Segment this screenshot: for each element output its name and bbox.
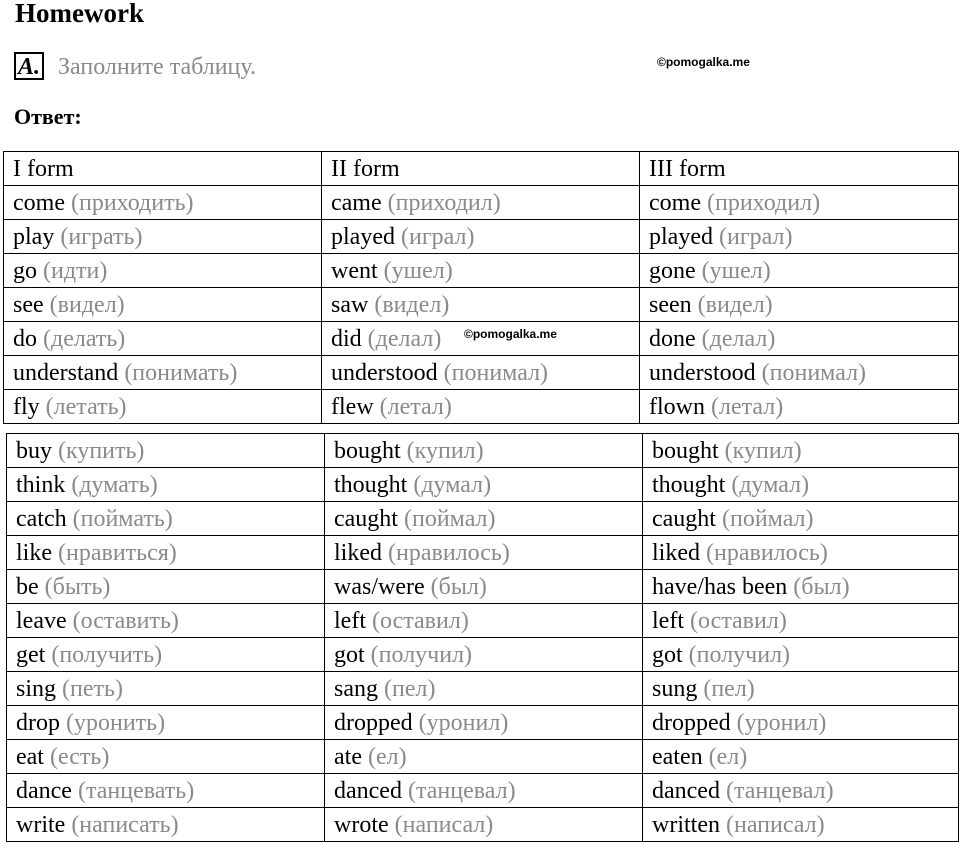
russian-translation: (петь) [62,675,123,702]
english-verb: left [652,607,684,634]
table-cell [325,468,643,502]
english-verb: liked [652,539,700,566]
russian-translation: (оставить) [72,607,179,634]
table-cell [643,706,959,740]
english-verb: write [16,811,66,838]
table-cell [7,536,325,570]
russian-translation: (нравиться) [58,539,177,566]
english-verb: understood [331,359,438,386]
english-verb: play [13,223,55,250]
table-header-row [4,152,959,186]
english-verb: came [331,189,382,216]
table-cell [4,390,322,424]
table-cell [640,356,959,390]
russian-translation: (играл) [400,223,475,250]
english-verb: eaten [652,743,703,770]
russian-translation: (думал) [731,471,810,498]
watermark: ©pomogalka.me [657,55,750,69]
english-verb: seen [649,291,692,318]
table-cell [325,672,643,706]
table-row [7,502,959,536]
answer-label: Ответ: [14,104,82,129]
russian-translation: (видел) [49,291,125,318]
english-verb: sung [652,675,698,702]
english-verb: come [649,189,701,216]
english-verb: dropped [334,709,413,736]
table-row [4,288,959,322]
english-verb: understand [13,359,119,386]
russian-translation: (идти) [43,257,108,284]
english-verb: drop [16,709,60,736]
russian-translation: (написал) [725,811,825,838]
russian-translation: (уронил) [736,709,827,736]
russian-translation: (летал) [711,393,784,420]
table-cell [325,570,643,604]
table-cell [643,604,959,638]
table-cell [4,356,322,390]
russian-translation: (играть) [60,223,143,250]
russian-translation: (видел) [697,291,773,318]
table-cell [322,254,640,288]
table-row [4,186,959,220]
russian-translation: (делал) [367,325,442,352]
russian-translation: (поймал) [403,505,496,532]
russian-translation: (поймал) [721,505,814,532]
english-verb: got [334,641,365,668]
english-verb: buy [16,437,52,464]
table-cell [643,672,959,706]
table-cell [643,570,959,604]
table-row [4,390,959,424]
russian-translation: (летал) [379,393,452,420]
table-row [4,254,959,288]
table-cell [4,322,322,356]
russian-translation: (нравилось) [388,539,510,566]
english-verb: played [331,223,395,250]
english-verb: flew [331,393,374,420]
english-verb: do [13,325,37,352]
english-verb: ate [334,743,362,770]
table-cell [640,322,959,356]
english-verb: played [649,223,713,250]
english-verb: come [13,189,65,216]
table-cell [325,502,643,536]
english-verb: done [649,325,696,352]
table-cell [4,186,322,220]
table-row [7,434,959,468]
russian-translation: (пел) [384,675,436,702]
table-row [7,774,959,808]
russian-translation: (поймать) [72,505,173,532]
english-verb: caught [334,505,398,532]
english-verb: understood [649,359,756,386]
task-instruction: Заполните таблицу. [58,54,256,80]
russian-translation: (ушел) [383,257,453,284]
english-verb: saw [331,291,369,318]
table-cell [325,740,643,774]
russian-translation: (нравилось) [706,539,828,566]
english-verb: go [13,257,37,284]
english-verb: sing [16,675,57,702]
table-cell [640,220,959,254]
english-verb: wrote [334,811,389,838]
russian-translation: (понимать) [124,359,238,386]
table-cell [643,740,959,774]
russian-translation: (ел) [367,743,407,770]
english-verb: gone [649,257,696,284]
table-cell [7,774,325,808]
russian-translation: (приходил) [706,189,821,216]
table-cell [7,502,325,536]
table-cell [325,604,643,638]
english-verb: think [16,471,66,498]
table-row [7,536,959,570]
russian-translation: (оставил) [371,607,469,634]
english-verb: left [334,607,366,634]
english-verb: danced [652,777,720,804]
english-verb: got [652,641,683,668]
russian-translation: (получить) [51,641,163,668]
english-verb: see [13,291,44,318]
table-cell [7,740,325,774]
english-verb: catch [16,505,67,532]
table-cell [322,390,640,424]
english-verb: caught [652,505,716,532]
english-verb: did [331,325,362,352]
table-cell [7,672,325,706]
table-cell [643,468,959,502]
table-cell [322,220,640,254]
table-cell [640,186,959,220]
english-verb: bought [334,437,401,464]
table-cell [643,808,959,842]
table-cell [325,774,643,808]
english-verb: danced [334,777,402,804]
table-cell [643,638,959,672]
russian-translation: (думать) [71,471,158,498]
table-cell [643,774,959,808]
page-title: Homework [15,0,144,28]
table-cell [7,468,325,502]
russian-translation: (понимал) [443,359,549,386]
russian-translation: (видел) [374,291,450,318]
table-row [4,356,959,390]
table-cell [643,434,959,468]
table-cell [7,638,325,672]
english-verb: written [652,811,720,838]
russian-translation: (приходил) [387,189,501,216]
russian-translation: (танцевать) [77,777,195,804]
table-cell [7,570,325,604]
table-cell [325,808,643,842]
watermark-overlay: ©pomogalka.me [464,327,557,341]
table-cell [7,808,325,842]
english-verb: like [16,539,52,566]
table-cell [325,638,643,672]
table-row [7,706,959,740]
english-verb: thought [334,471,408,498]
russian-translation: (понимал) [761,359,867,386]
english-verb: was/were [334,573,425,600]
table-row [7,808,959,842]
table-row [4,220,959,254]
table-row [7,638,959,672]
english-verb: be [16,573,39,600]
english-verb: get [16,641,46,668]
russian-translation: (есть) [49,743,110,770]
english-verb: thought [652,471,726,498]
english-verb: sang [334,675,378,702]
russian-translation: (получил) [688,641,791,668]
column-header: II form [322,152,640,186]
verb-forms-table-1 [3,151,959,424]
russian-translation: (приходить) [70,189,194,216]
english-verb: went [331,257,378,284]
english-verb: bought [652,437,719,464]
table-cell [7,434,325,468]
russian-translation: (ел) [708,743,748,770]
russian-translation: (написать) [71,811,179,838]
russian-translation: (танцевал) [725,777,834,804]
russian-translation: (летать) [45,393,127,420]
russian-translation: (играл) [718,223,793,250]
verb-forms-table-2 [6,433,959,842]
english-verb: liked [334,539,382,566]
table-cell [640,288,959,322]
table-cell [322,288,640,322]
russian-translation: (делал) [701,325,776,352]
table-cell [325,536,643,570]
table-cell [4,220,322,254]
table-row [7,672,959,706]
russian-translation: (купил) [724,437,802,464]
table-cell [322,356,640,390]
column-header: III form [640,152,959,186]
table-row [7,604,959,638]
russian-translation: (был) [430,573,487,600]
table-cell [4,288,322,322]
table-row [7,570,959,604]
table-cell [325,706,643,740]
russian-translation: (пел) [703,675,755,702]
russian-translation: (ушел) [701,257,771,284]
russian-translation: (уронил) [418,709,509,736]
russian-translation: (делать) [43,325,126,352]
table-cell [7,706,325,740]
english-verb: dance [16,777,72,804]
table-cell [643,536,959,570]
table-cell [640,390,959,424]
english-verb: dropped [652,709,731,736]
table-cell [640,254,959,288]
russian-translation: (написал) [394,811,494,838]
russian-translation: (быть) [44,573,111,600]
russian-translation: (купил) [406,437,484,464]
column-header: I form [4,152,322,186]
russian-translation: (думал) [413,471,492,498]
table-cell [325,434,643,468]
english-verb: flown [649,393,705,420]
russian-translation: (оставил) [689,607,787,634]
table-row [7,468,959,502]
russian-translation: (купить) [58,437,145,464]
table-row [7,740,959,774]
english-verb: have/has been [652,573,788,600]
english-verb: leave [16,607,67,634]
russian-translation: (получил) [370,641,473,668]
table-cell [643,502,959,536]
table-cell [322,186,640,220]
russian-translation: (уронить) [66,709,166,736]
russian-translation: (был) [793,573,850,600]
table-cell [7,604,325,638]
table-cell [4,254,322,288]
russian-translation: (танцевал) [407,777,516,804]
english-verb: eat [16,743,44,770]
task-letter-box: A. [14,52,44,80]
english-verb: fly [13,393,40,420]
